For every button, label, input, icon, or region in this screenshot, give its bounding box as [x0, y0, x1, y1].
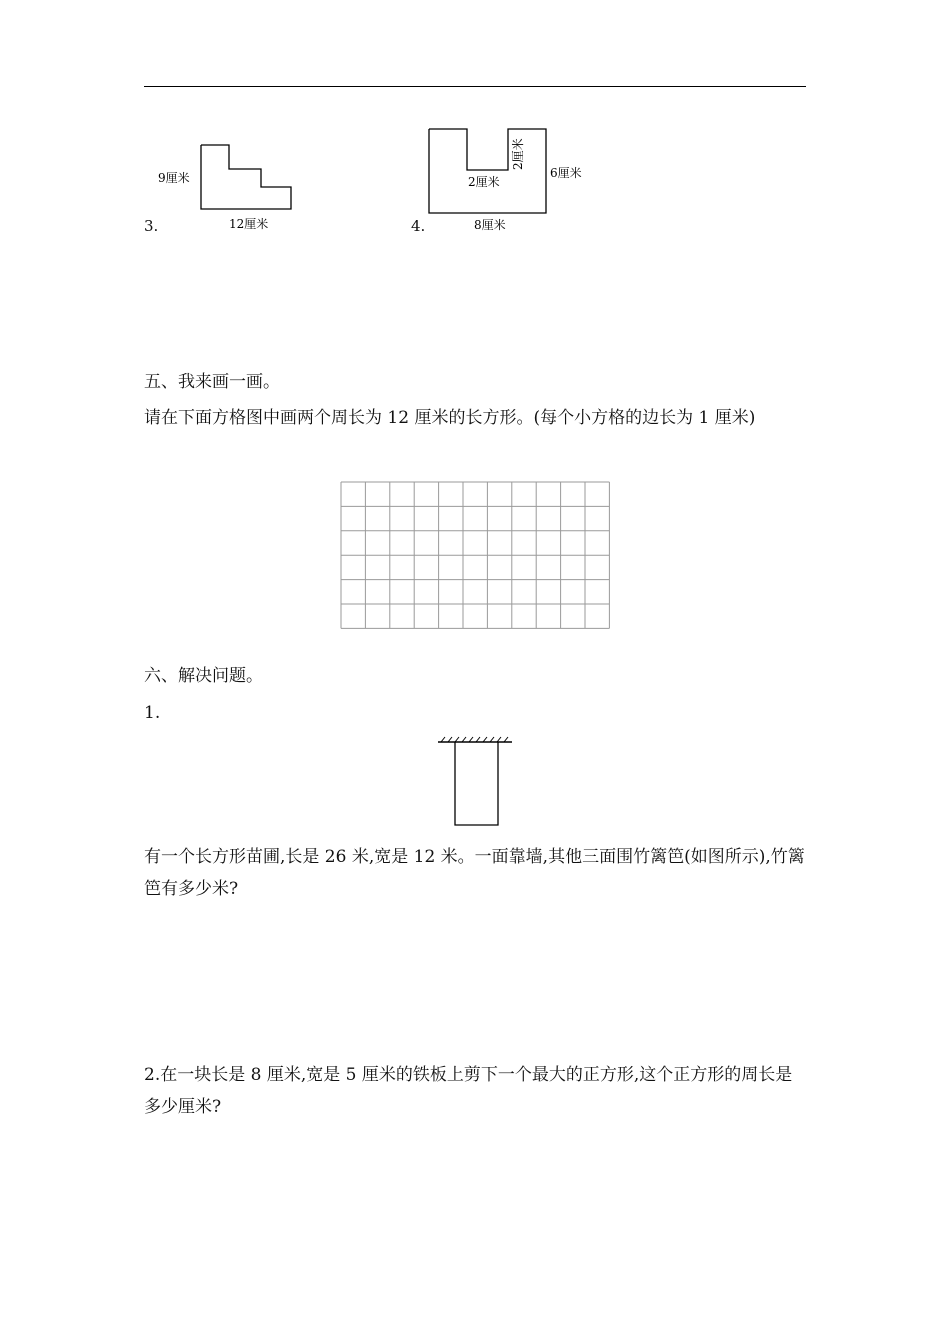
staircase-shape: [201, 145, 291, 209]
section5-heading: 五、我来画一画。: [144, 372, 280, 392]
question-2-text: 2.在一块长是 8 厘米,宽是 5 厘米的铁板上剪下一个最大的正方形,这个正方形的周长是多少厘米?: [144, 1065, 793, 1117]
notched-figure: [420, 122, 600, 237]
figure-height-label: 6厘米: [550, 166, 582, 180]
figure-width-label: 8厘米: [474, 218, 506, 232]
staircase-figure: [150, 135, 310, 230]
problem-4-number: 4.: [411, 217, 426, 235]
problem-3-number: 3.: [144, 217, 159, 235]
notch-depth-label: 2厘米: [511, 138, 525, 170]
notched-shape: [429, 129, 546, 213]
staircase-width-label: 12厘米: [229, 217, 269, 230]
garden-figure: [434, 734, 516, 830]
staircase-height-label: 9厘米: [158, 171, 190, 185]
section6-heading: 六、解决问题。: [144, 666, 263, 686]
notch-width-label: 2厘米: [468, 175, 500, 189]
drawing-grid[interactable]: [340, 481, 612, 631]
question-1-text: 有一个长方形苗圃,长是 26 米,宽是 12 米。一面靠墙,其他三面围竹篱笆(如图所示),竹篱笆有多少米?: [144, 847, 805, 899]
question-1-number: 1.: [144, 703, 161, 723]
header-rule: [144, 86, 806, 87]
fence-outline: [455, 742, 498, 825]
section5-instruction: 请在下面方格图中画两个周长为 12 厘米的长方形。(每个小方格的边长为 1 厘米): [144, 408, 756, 428]
